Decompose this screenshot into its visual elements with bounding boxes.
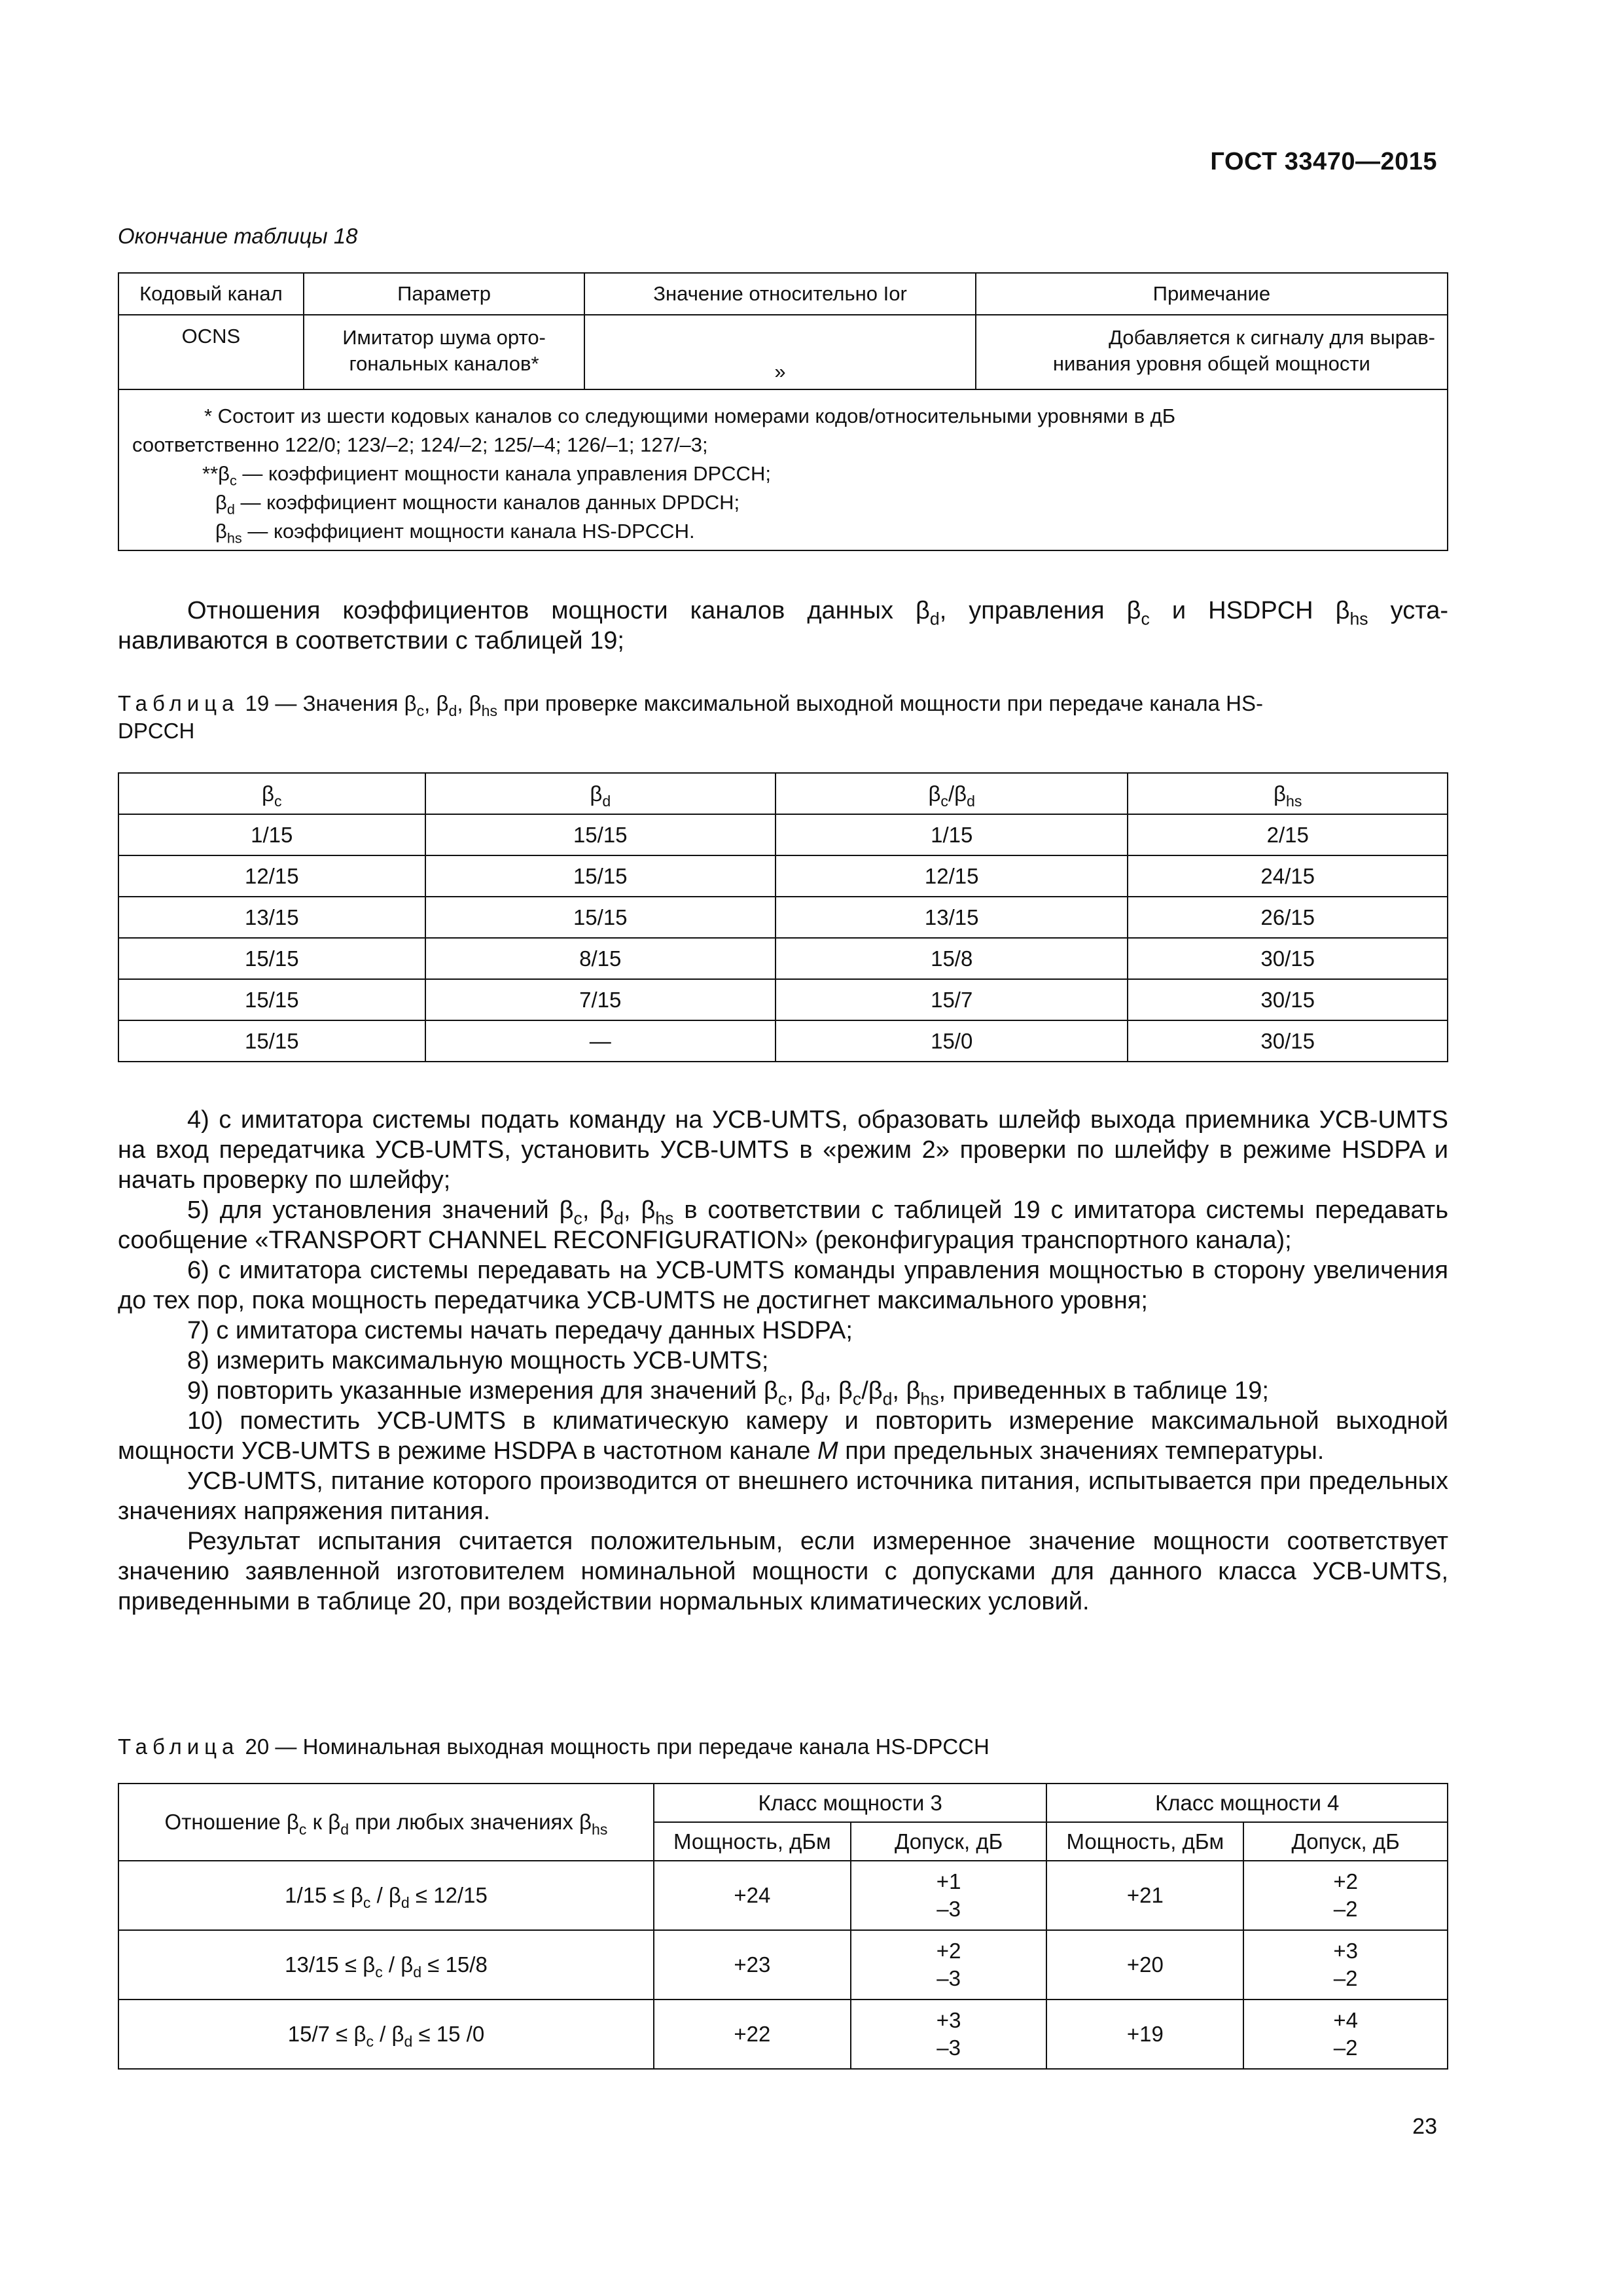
table-header-cell: Значение относительно Ior [584, 273, 975, 315]
subscript: hs [655, 1208, 674, 1229]
table-cell: 30/15 [1128, 938, 1448, 979]
footnote-line [132, 459, 1434, 488]
beta-symbol: β [215, 520, 227, 543]
caption-line: DPCCH [118, 719, 195, 743]
paragraph-result: Результат испытания считается положительным, если измеренное значение мощности соответствует значению заявленной изготовителем номинальной мощности с допусками для данного класса УСВ-UMTS, приведенными в таблице 20, при воздействии нормальных климатических условий. [118, 1528, 1448, 1615]
subscript: hs [226, 529, 242, 547]
text-run: 9) повторить указанные измерения для значений β [187, 1377, 778, 1405]
table-cell: 15/15 [118, 938, 425, 979]
table-footnote [118, 389, 1448, 550]
beta-symbol: β [928, 781, 941, 806]
text-run: ≤ [344, 1952, 357, 1977]
subscript: c [416, 702, 425, 720]
text-run: , β [424, 691, 449, 715]
table-cell [1243, 1861, 1448, 1930]
table-row [118, 938, 1448, 979]
table-cell: 1/15 [776, 814, 1128, 855]
paragraph-coefficients [118, 596, 1448, 656]
text-run: Отношение β [164, 1810, 299, 1834]
table-cell: OCNS [118, 315, 304, 389]
subscript: c [366, 2033, 374, 2051]
subscript: c [229, 472, 237, 489]
table-header-row [118, 273, 1448, 315]
subscript: d [404, 2033, 413, 2051]
text-run: 15 /0 [436, 2022, 485, 2046]
text-run: 12/15 [433, 1883, 488, 1907]
table-cell: +19 [1046, 2000, 1243, 2069]
table-cell: 12/15 [776, 855, 1128, 897]
subscript: hs [920, 1389, 939, 1409]
subscript: c [852, 1389, 862, 1409]
paragraph-power-supply: УСВ-UMTS, питание которого производится от внешнего источника питания, испытывается при предельных значениях напряжения питания. [118, 1467, 1448, 1525]
subscript: d [401, 1894, 410, 1912]
footnote-text: — коэффициент мощности каналов данных DPDCH; [234, 491, 740, 514]
table-header-cell [118, 773, 425, 814]
subscript: d [815, 1389, 825, 1409]
text-run: /β [861, 1377, 883, 1405]
table-header-cell: Допуск, дБ [1243, 1822, 1448, 1861]
text-run: , управления β [939, 597, 1141, 624]
step-4: 4) с имитатора системы подать команду на УСВ-UMTS, образовать шлейф выхода приемника УСВ-UMTS на вход передатчика УСВ-UMTS, установить УСВ-UMTS в «режим 2» проверки по шлейфу в режиме HSDPA и начать проверку по шлейфу; [118, 1106, 1448, 1194]
subscript: c [298, 1821, 307, 1839]
step-8: 8) измерить максимальную мощность УСВ-UMTS; [187, 1347, 769, 1374]
text-run: 15/7 [287, 2022, 330, 2046]
text-run: 15/8 [445, 1952, 488, 1977]
subscript: d [413, 1964, 422, 1981]
cell-line: +2 [936, 1939, 961, 1963]
table-20 [118, 1783, 1448, 2070]
text-run: , β [457, 691, 482, 715]
caption-label: Таблица [118, 1734, 240, 1759]
text-run: 20 — Номинальная выходная мощность при передаче канала HS-DPCCH [239, 1734, 990, 1759]
table-row [118, 855, 1448, 897]
cell-line: –2 [1333, 1966, 1358, 1990]
subscript: c [573, 1208, 582, 1229]
beta-symbol: β [350, 1883, 363, 1907]
table-header-cell: Мощность, дБм [654, 1822, 851, 1861]
table-row [118, 2000, 1448, 2069]
table-cell: — [425, 1020, 776, 1062]
paragraph-line: навливаются в соответствии с таблицей 19; [118, 627, 624, 655]
table-cell: +24 [654, 1861, 851, 1930]
table-cell: 15/15 [118, 1020, 425, 1062]
table-cell: 26/15 [1128, 897, 1448, 938]
table-cell: 24/15 [1128, 855, 1448, 897]
table-cell: 15/15 [425, 814, 776, 855]
table-row [118, 814, 1448, 855]
text-run: , β [824, 1377, 853, 1405]
table-cell: +22 [654, 2000, 851, 2069]
step-9 [118, 1376, 1448, 1409]
table20-caption [118, 1733, 1448, 1761]
subscript: c [777, 1389, 787, 1409]
subscript: hs [1349, 609, 1368, 629]
beta-symbol: β [262, 781, 274, 806]
table18-continuation-caption: Окончание таблицы 18 [118, 224, 358, 248]
cell-line: Добавляется к сигналу для вырав- [1109, 326, 1435, 349]
beta-symbol: β [353, 2022, 366, 2046]
page-number: 23 [1412, 2114, 1437, 2139]
cell-line: Имитатор шума орто- [342, 326, 546, 349]
subscript: d [967, 792, 975, 810]
table-footnote-row [118, 389, 1448, 550]
table-header-cell [425, 773, 776, 814]
subscript: d [340, 1821, 349, 1839]
table-cell [1243, 1930, 1448, 2000]
text-run: / [370, 1883, 389, 1907]
cell-line: –2 [1333, 1897, 1358, 1921]
table-cell: 15/8 [776, 938, 1128, 979]
table-19 [118, 772, 1448, 1062]
table-cell [118, 2000, 654, 2069]
cell-line: +2 [1333, 1869, 1358, 1893]
text-run: 5) для установления значений β [187, 1196, 574, 1224]
beta-symbol: β [401, 1952, 414, 1977]
table-header-row [118, 773, 1448, 814]
table-header-cell: Кодовый канал [118, 273, 304, 315]
table-row [118, 1861, 1448, 1930]
table-row [118, 1930, 1448, 2000]
table-cell: 15/15 [425, 897, 776, 938]
subscript: d [226, 501, 235, 518]
subscript: d [602, 792, 611, 810]
table-cell: 30/15 [1128, 1020, 1448, 1062]
caption-line [118, 690, 1448, 720]
table-cell: +20 [1046, 1930, 1243, 2000]
beta-symbol: β [388, 1883, 401, 1907]
text-run: , β [787, 1377, 815, 1405]
table-cell [851, 2000, 1047, 2069]
table-header-cell [776, 773, 1128, 814]
cell-line: –2 [1333, 2036, 1358, 2060]
cell-line: +3 [936, 2008, 961, 2032]
table-cell [118, 1930, 654, 2000]
footnote-line: * Состоит из шести кодовых каналов со следующими номерами кодов/относительными уровнями в дБ [204, 404, 1176, 427]
table-cell: 15/15 [425, 855, 776, 897]
subscript: d [448, 702, 457, 720]
text-run: , β [582, 1196, 615, 1224]
table-cell: 15/7 [776, 979, 1128, 1020]
cell-line: –3 [936, 1966, 961, 1990]
table-header-cell: Допуск, дБ [851, 1822, 1047, 1861]
subscript: c [1141, 609, 1150, 629]
text-run: при проверке максимальной выходной мощности при передаче канала HS- [497, 691, 1264, 715]
text-run: , β [623, 1196, 656, 1224]
text-run: ≤ [427, 1952, 440, 1977]
table-row [118, 315, 1448, 389]
text-run: в соответствии с таблицей 19 с имитатора системы передавать сообщение «TRANSPORT CHANNEL RECONFIGURATION» (реконфигурация транспортного канала); [118, 1196, 1449, 1254]
text-run: 1/15 [285, 1883, 327, 1907]
subscript: d [614, 1208, 624, 1229]
text-run: ≤ [336, 2022, 348, 2046]
table-cell: 13/15 [776, 897, 1128, 938]
cell-line: нивания уровня общей мощности [1052, 352, 1370, 375]
text-run: 10) поместить УСВ-UMTS в климатическую камеру и повторить измерение максимальной выходной мощности УСВ-UMTS в режиме HSDPA в частотном канале [118, 1407, 1448, 1465]
step-5 [118, 1195, 1448, 1255]
table-header-cell: Параметр [304, 273, 585, 315]
table-cell: 7/15 [425, 979, 776, 1020]
table-cell [851, 1861, 1047, 1930]
cell-line: +4 [1333, 2008, 1358, 2032]
table-cell [1243, 2000, 1448, 2069]
text-run: , приведенных в таблице 19; [938, 1377, 1269, 1405]
text-run: уста- [1368, 597, 1449, 624]
text-run: ≤ [418, 2022, 431, 2046]
table19-caption [118, 690, 1448, 745]
footnote-line: соответственно 122/0; 123/–2; 124/–2; 125/–4; 126/–1; 127/–3; [132, 433, 708, 456]
footnote-line [132, 488, 1434, 517]
cell-line: –3 [936, 2036, 961, 2060]
beta-symbol: β [1274, 781, 1287, 806]
table-cell: +23 [654, 1930, 851, 2000]
step-7: 7) с имитатора системы начать передачу данных HSDPA; [187, 1317, 853, 1344]
subscript: c [940, 792, 948, 810]
step-6: 6) с имитатора системы передавать на УСВ-UMTS команды управления мощностью в сторону увеличения до тех пор, пока мощность передатчика УСВ-UMTS не достигнет максимального уровня; [118, 1257, 1448, 1314]
table-cell: 2/15 [1128, 814, 1448, 855]
document-header: ГОСТ 33470—2015 [1210, 148, 1437, 175]
procedure-steps [118, 1105, 1448, 1617]
subscript: c [375, 1964, 383, 1981]
beta-symbol: β [363, 1952, 376, 1977]
table-row [118, 979, 1448, 1020]
text-run: и HSDPCH β [1149, 597, 1350, 624]
table-cell: 1/15 [118, 814, 425, 855]
text-run: , β [892, 1377, 921, 1405]
table-cell: 13/15 [118, 897, 425, 938]
table-cell: 15/15 [118, 979, 425, 1020]
footnote-text: — коэффициент мощности канала HS-DPCCH. [241, 520, 695, 543]
table-row [118, 1020, 1448, 1062]
text-run: ≤ [332, 1883, 345, 1907]
table-18 [118, 272, 1448, 551]
text-run: /β [948, 781, 967, 806]
table-cell: » [584, 315, 975, 389]
text-run: при предельных значениях температуры. [838, 1437, 1325, 1465]
table-cell [851, 1930, 1047, 2000]
subscript: hs [1286, 792, 1302, 810]
table-row [118, 897, 1448, 938]
paragraph-line [118, 596, 1449, 629]
table-cell: 30/15 [1128, 979, 1448, 1020]
text-run: Отношения коэффициентов мощности каналов данных β [187, 597, 930, 624]
text-run: ≤ [415, 1883, 428, 1907]
subscript: d [882, 1389, 893, 1409]
table-header-row [118, 1784, 1448, 1822]
table-header-cell [1128, 773, 1448, 814]
table-header-cell [118, 1784, 654, 1861]
text-run: / [374, 2022, 392, 2046]
caption-label: Таблица [118, 691, 240, 715]
channel-symbol: M [817, 1437, 838, 1465]
table-header-cell: Мощность, дБм [1046, 1822, 1243, 1861]
text-run: при любых значениях β [349, 1810, 592, 1834]
text-run: 13/15 [285, 1952, 339, 1977]
text-run: 19 — Значения β [239, 691, 417, 715]
table-cell [976, 315, 1448, 389]
cell-line: гональных каналов* [349, 352, 539, 375]
subscript: c [274, 792, 282, 810]
table-header-cell: Класс мощности 4 [1046, 1784, 1448, 1822]
beta-symbol: **β [202, 462, 230, 485]
subscript: hs [481, 702, 498, 720]
beta-symbol: β [215, 491, 227, 514]
table-cell [304, 315, 585, 389]
table-cell: 15/0 [776, 1020, 1128, 1062]
cell-line: –3 [936, 1897, 961, 1921]
cell-line: +3 [1333, 1939, 1358, 1963]
text-run: к β [306, 1810, 341, 1834]
table-cell: 8/15 [425, 938, 776, 979]
cell-line: +1 [936, 1869, 961, 1893]
subscript: hs [592, 1821, 608, 1839]
footnote-text: — коэффициент мощности канала управления DPCCH; [236, 462, 771, 485]
table-cell: +21 [1046, 1861, 1243, 1930]
table-cell: 12/15 [118, 855, 425, 897]
step-10 [118, 1406, 1448, 1466]
subscript: c [363, 1894, 371, 1912]
subscript: d [929, 609, 940, 629]
table-header-cell: Класс мощности 3 [654, 1784, 1046, 1822]
beta-symbol: β [590, 781, 603, 806]
text-run: / [382, 1952, 401, 1977]
beta-symbol: β [391, 2022, 404, 2046]
table-cell [118, 1861, 654, 1930]
footnote-line [132, 517, 1434, 546]
table-header-cell: Примечание [976, 273, 1448, 315]
